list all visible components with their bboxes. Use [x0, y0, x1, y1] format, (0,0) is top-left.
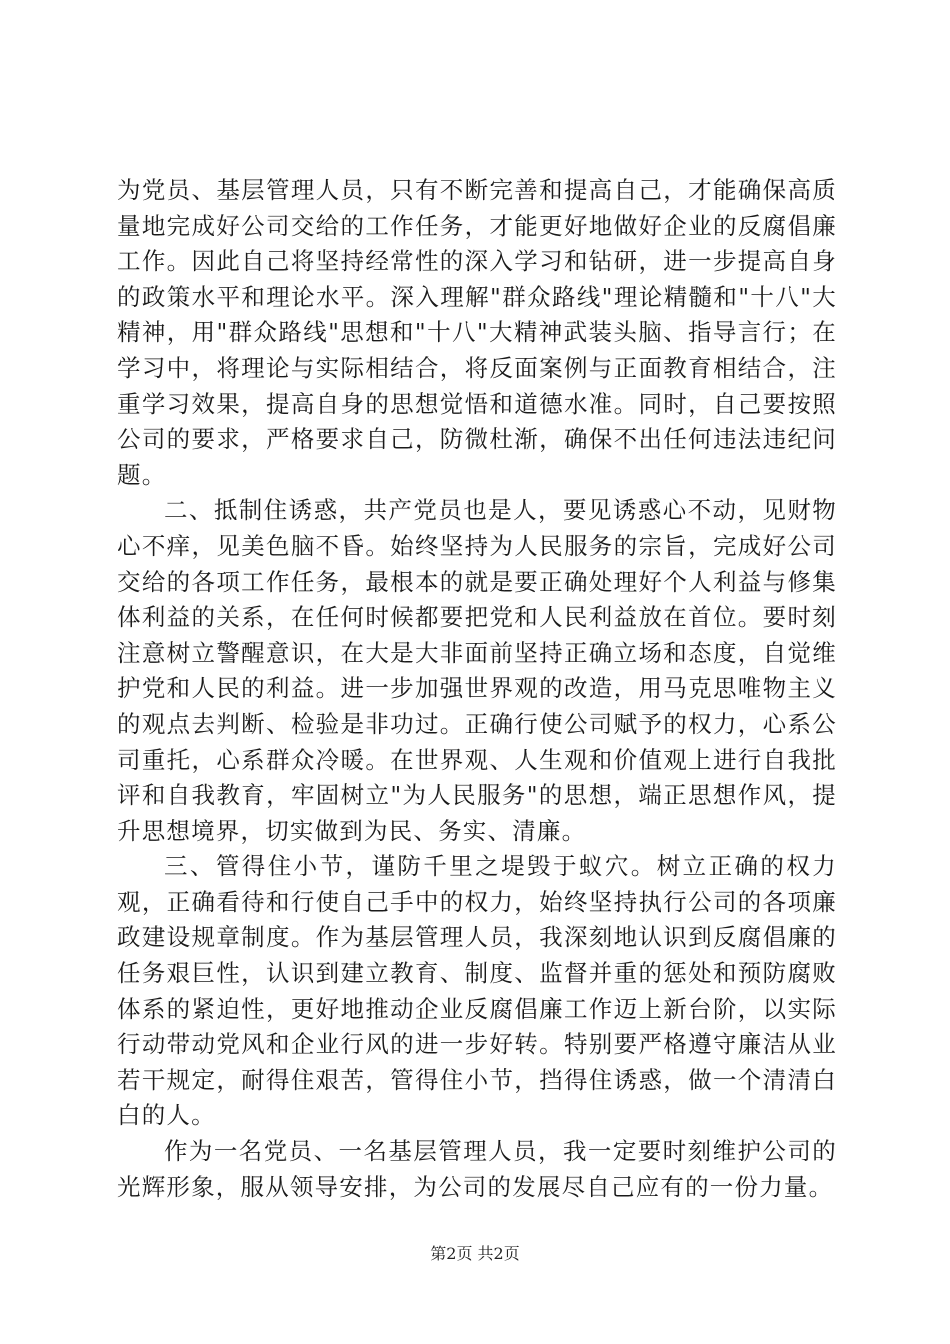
document-body — [117, 173, 837, 1205]
page-footer: 第2页 共2页 — [430, 1244, 520, 1263]
paragraph-mind-details: 三、管得住小节，谨防千里之堤毁于蚁穴。树立正确的权力观，正确看待和行使自己手中的权力，始终坚持执行公司的各项廉政建设规章制度。作为基层管理人员，我深刻地认识到反腐倡廉的任务艰巨性，认识到建立教育、制度、监督并重的惩处和预防腐败体系的紧迫性，更好地推动企业反腐倡廉工作迈上新台阶，以实际行动带动党风和企业行风的进一步好转。特别要严格遵守廉洁从业若干规定，耐得住艰苦，管得住小节，挡得住诱惑，做一个清清白白的人。 — [117, 852, 837, 1130]
paragraph-conclusion: 作为一名党员、一名基层管理人员，我一定要时刻维护公司的光辉形象，服从领导安排，为公司的发展尽自己应有的一份力量。 — [117, 1137, 837, 1201]
paragraph-resist-temptation: 二、抵制住诱惑，共产党员也是人，要见诱惑心不动，见财物心不痒，见美色脑不昏。始终坚持为人民服务的宗旨，完成好公司交给的各项工作任务，最根本的就是要正确处理好个人利益与修集体利益的关系，在任何时候都要把党和人民利益放在首位。要时刻注意树立警醒意识，在大是大非面前坚持正确立场和态度，自觉维护党和人民的利益。进一步加强世界观的改造，用马克思唯物主义的观点去判断、检验是非功过。正确行使公司赋予的权力，心系公司重托，心系群众冷暖。在世界观、人生观和价值观上进行自我批评和自我教育，牢固树立"为人民服务"的思想，端正思想作风，提升思想境界，切实做到为民、务实、清廉。 — [117, 496, 837, 845]
paragraph-continuation: 为党员、基层管理人员，只有不断完善和提高自己，才能确保高质量地完成好公司交给的工作任务，才能更好地做好企业的反腐倡廉工作。因此自己将坚持经常性的深入学习和钻研，进一步提高自身的政策水平和理论水平。深入理解"群众路线"理论精髓和"十八"大精神，用"群众路线"思想和"十八"大精神武装头脑、指导言行；在学习中，将理论与实际相结合，将反面案例与正面教育相结合，注重学习效果，提高自身的思想觉悟和道德水准。同时，自己要按照公司的要求，严格要求自己，防微杜渐，确保不出任何违法违纪问题。 — [117, 176, 837, 489]
